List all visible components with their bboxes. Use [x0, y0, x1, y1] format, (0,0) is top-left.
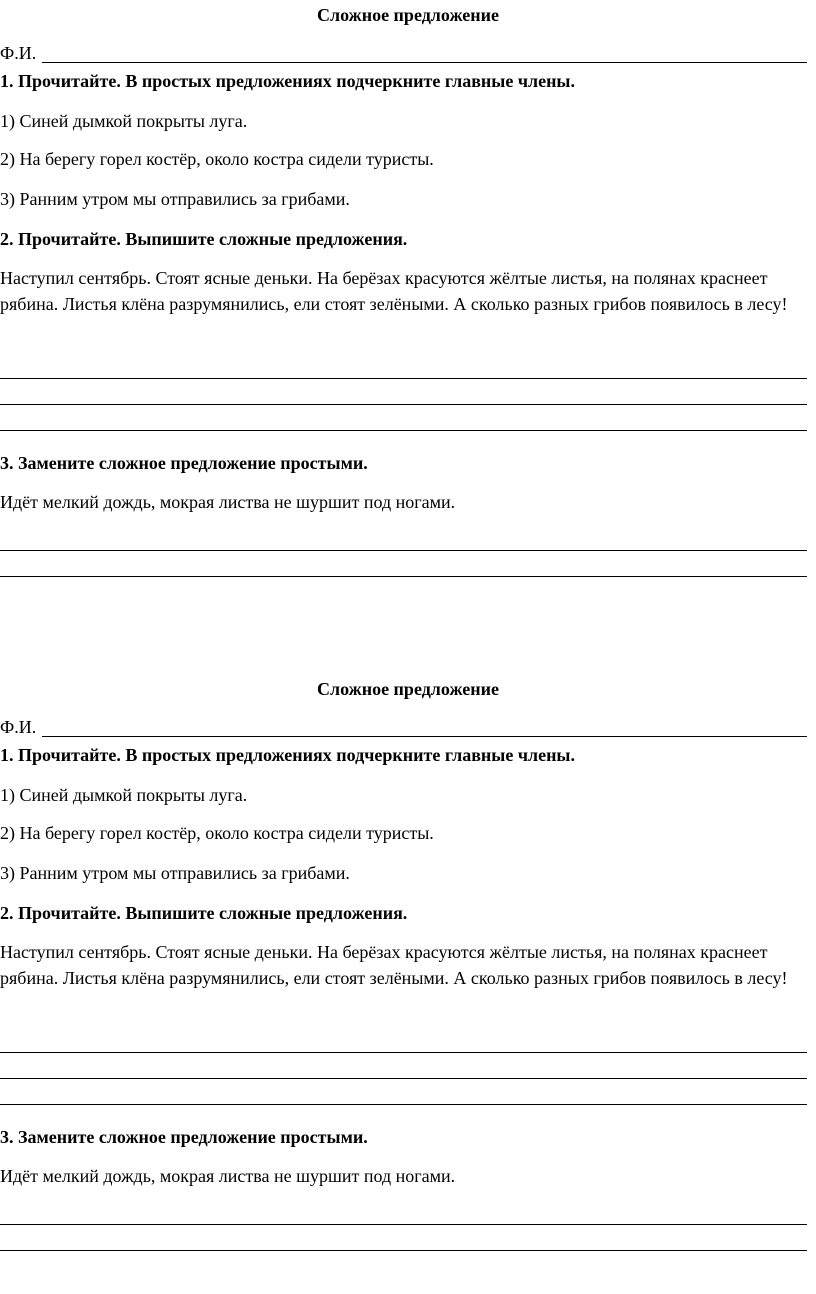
- task1-sentence-1: 1) Синей дымкой покрыты луга.: [0, 785, 248, 805]
- answer-line[interactable]: [0, 1224, 807, 1225]
- task1-sentence-2: 2) На берегу горел костёр, около костра сидели туристы.: [0, 149, 434, 169]
- worksheet-1: [0, 0, 816, 620]
- name-label: Ф.И.: [0, 717, 37, 737]
- task1-sentence-3: 3) Ранним утром мы отправились за грибами.: [0, 863, 350, 883]
- name-line[interactable]: [42, 736, 807, 737]
- answer-line[interactable]: [0, 1052, 807, 1053]
- task1-sentence-2: 2) На берегу горел костёр, около костра сидели туристы.: [0, 823, 434, 843]
- task3-text: Идёт мелкий дождь, мокрая листва не шуршит под ногами.: [0, 492, 456, 512]
- task2-heading: 2. Прочитайте. Выпишите сложные предложения.: [0, 229, 408, 249]
- task3-heading: 3. Замените сложное предложение простыми.: [0, 453, 368, 473]
- task2-heading: 2. Прочитайте. Выпишите сложные предложения.: [0, 903, 408, 923]
- answer-line[interactable]: [0, 1104, 807, 1105]
- task1-sentence-3: 3) Ранним утром мы отправились за грибами.: [0, 189, 350, 209]
- task1-sentence-1: 1) Синей дымкой покрыты луга.: [0, 111, 248, 131]
- worksheet-2: [0, 674, 816, 1294]
- task1-heading: 1. Прочитайте. В простых предложениях подчеркните главные члены.: [0, 71, 575, 91]
- answer-line[interactable]: [0, 378, 807, 379]
- name-label: Ф.И.: [0, 43, 37, 63]
- task3-text: Идёт мелкий дождь, мокрая листва не шуршит под ногами.: [0, 1166, 456, 1186]
- answer-line[interactable]: [0, 576, 807, 577]
- answer-line[interactable]: [0, 430, 807, 431]
- task1-heading: 1. Прочитайте. В простых предложениях подчеркните главные члены.: [0, 745, 575, 765]
- worksheet-title: Сложное предложение: [317, 679, 499, 699]
- task3-heading: 3. Замените сложное предложение простыми.: [0, 1127, 368, 1147]
- answer-line[interactable]: [0, 404, 807, 405]
- answer-line[interactable]: [0, 1250, 807, 1251]
- worksheet-title: Сложное предложение: [317, 5, 499, 25]
- task2-text: Наступил сентябрь. Стоят ясные деньки. На берёзах красуются жёлтые листья, на полянах краснеет рябина. Листья клёна разрумянились, ели стоят зелёными. А сколько разных грибов появилось в лесу!: [0, 268, 788, 314]
- name-line[interactable]: [42, 62, 807, 63]
- answer-line[interactable]: [0, 550, 807, 551]
- task2-text: Наступил сентябрь. Стоят ясные деньки. На берёзах красуются жёлтые листья, на полянах краснеет рябина. Листья клёна разрумянились, ели стоят зелёными. А сколько разных грибов появилось в лесу!: [0, 942, 788, 988]
- answer-line[interactable]: [0, 1078, 807, 1079]
